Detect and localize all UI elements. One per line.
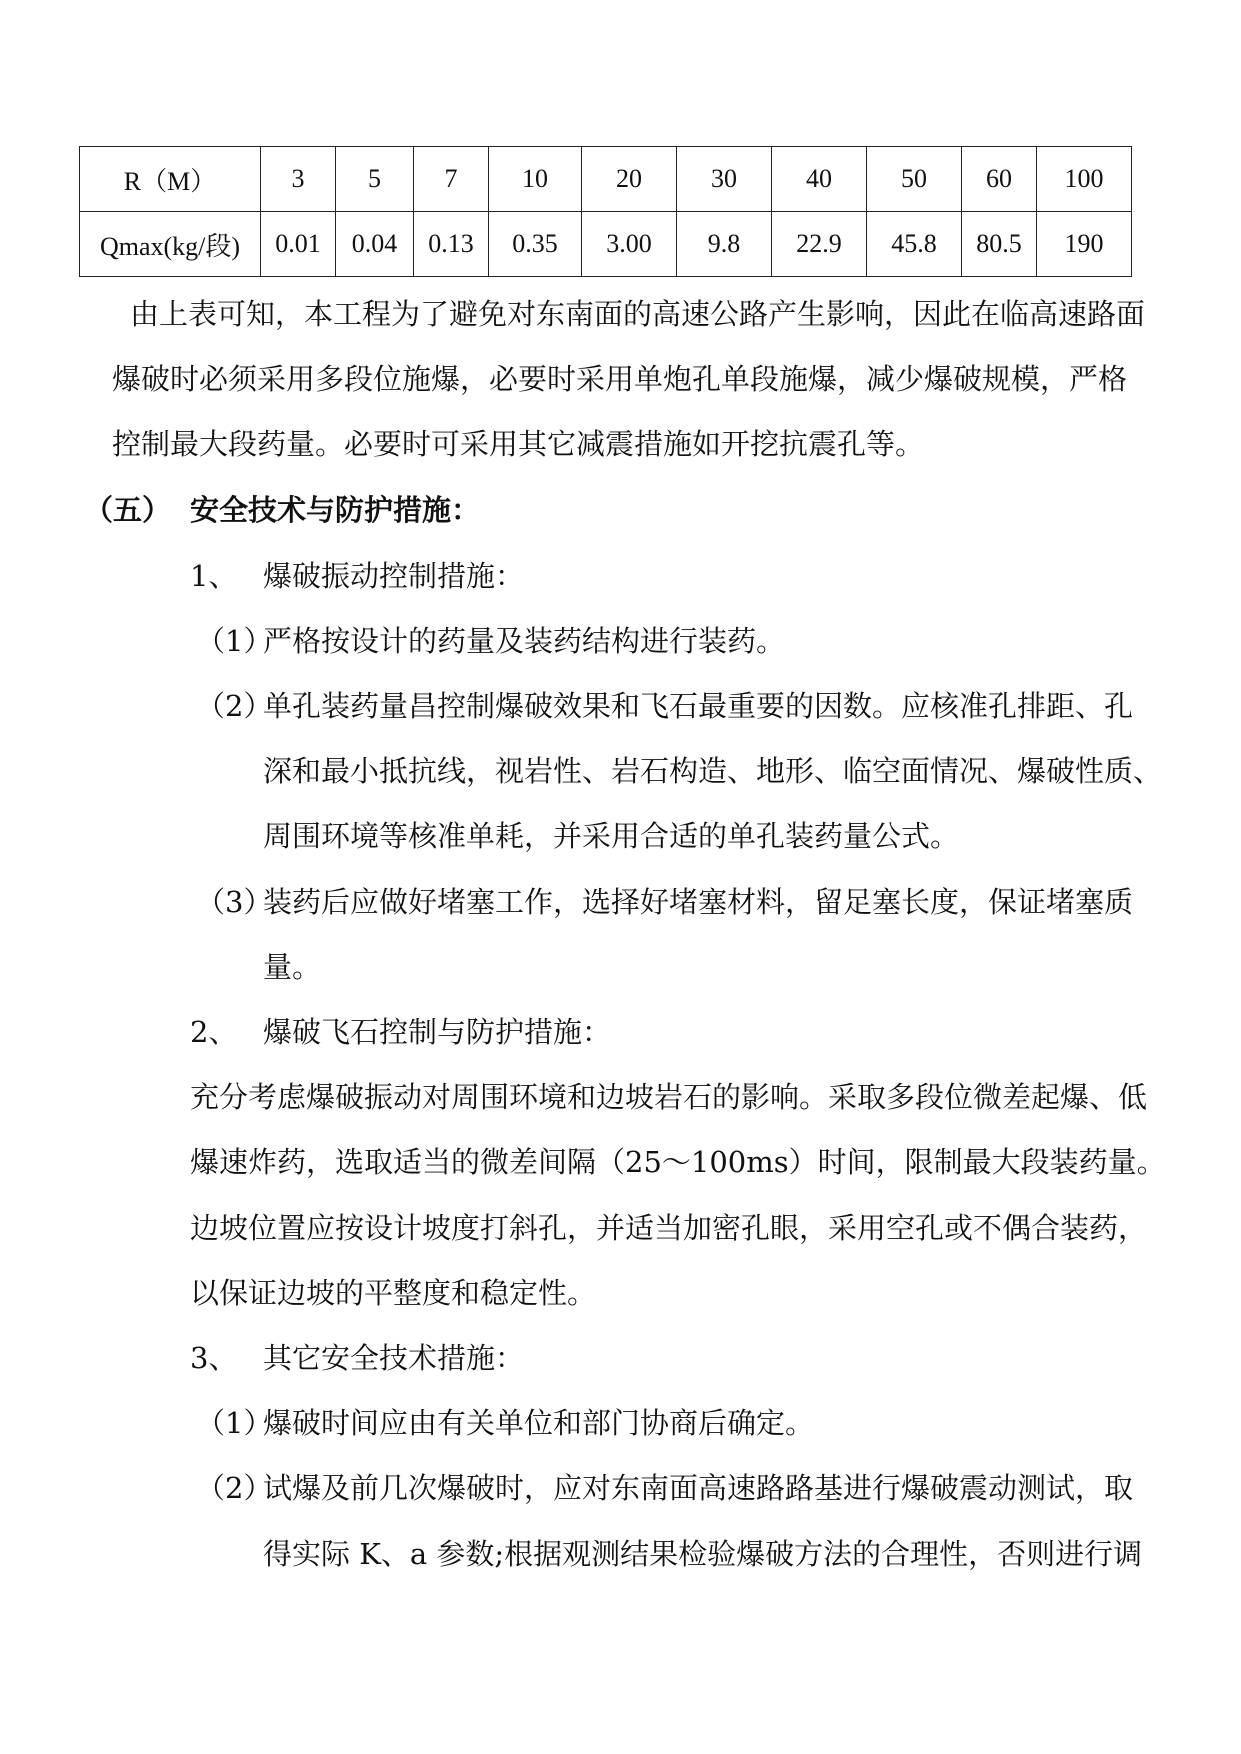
list-item-line: 深和最小抵抗线，视岩性、岩石构造、地形、临空面情况、爆破性质、 <box>263 754 1163 788</box>
table-cell: 30 <box>677 147 772 212</box>
table-cell: 190 <box>1037 212 1132 277</box>
list-item-line: 得实际 K、a 参数;根据观测结果检验爆破方法的合理性，否则进行调 <box>263 1537 1143 1571</box>
list-item-label: （2） <box>196 1471 273 1505</box>
paragraph-line: 爆破时必须采用多段位施爆，必要时采用单炮孔单段施爆，减少爆破规模，严格 <box>112 362 1128 396</box>
list-item-line: 周围环境等核准单耗，并采用合适的单孔装药量公式。 <box>263 819 960 853</box>
list-item-line: 试爆及前几次爆破时，应对东南面高速路路基进行爆破震动测试，取 <box>263 1471 1134 1505</box>
table-cell: 40 <box>772 147 867 212</box>
table-cell: 60 <box>962 147 1037 212</box>
charge-table <box>79 146 1132 277</box>
table-cell: 0.35 <box>489 212 582 277</box>
table-cell: 10 <box>489 147 582 212</box>
paragraph-line: 由上表可知，本工程为了避免对东南面的高速公路产生影响，因此在临高速路面 <box>130 297 1146 331</box>
table-cell: R（M） <box>80 147 261 212</box>
table-cell: 9.8 <box>677 212 772 277</box>
list-item-line: 装药后应做好堵塞工作，选择好堵塞材料，留足塞长度，保证堵塞质 <box>263 885 1134 919</box>
table-cell: 0.04 <box>336 212 414 277</box>
paragraph-line: 边坡位置应按设计坡度打斜孔，并适当加密孔眼，采用空孔或不偶合装药， <box>190 1211 1148 1245</box>
list-item-label: （1） <box>196 1406 273 1440</box>
table-row-distance <box>80 147 1132 212</box>
list-item-line: 单孔装药量昌控制爆破效果和飞石最重要的因数。应核准孔排距、孔 <box>263 689 1134 723</box>
list-item-line: 爆破时间应由有关单位和部门协商后确定。 <box>263 1406 815 1440</box>
paragraph-line: 充分考虑爆破振动对周围环境和边坡岩石的影响。采取多段位微差起爆、低 <box>190 1080 1148 1114</box>
table-cell: 0.01 <box>261 212 336 277</box>
table-cell: 20 <box>582 147 677 212</box>
paragraph-line: 控制最大段药量。必要时可采用其它减震措施如开挖抗震孔等。 <box>112 427 925 461</box>
list-item-label: （2） <box>196 689 273 723</box>
subsection-number: 2、 <box>190 1015 238 1049</box>
table-cell: 100 <box>1037 147 1132 212</box>
table-cell: Qmax(kg/段) <box>80 212 261 277</box>
section-title: 安全技术与防护措施： <box>190 493 481 527</box>
table-cell: 7 <box>414 147 489 212</box>
table-cell: 3 <box>261 147 336 212</box>
subsection-title: 其它安全技术措施： <box>263 1341 525 1375</box>
table-cell: 3.00 <box>582 212 677 277</box>
subsection-title: 爆破飞石控制与防护措施： <box>263 1015 612 1049</box>
table-cell: 5 <box>336 147 414 212</box>
paragraph-line: 以保证边坡的平整度和稳定性。 <box>190 1276 597 1310</box>
list-item-line: 严格按设计的药量及装药结构进行装药。 <box>263 624 786 658</box>
paragraph-line: 爆速炸药，选取适当的微差间隔（25～100ms）时间，限制最大段装药量。 <box>190 1145 1166 1179</box>
list-item-line: 量。 <box>263 950 322 984</box>
subsection-title: 爆破振动控制措施： <box>263 559 525 593</box>
table-row-qmax <box>80 212 1132 277</box>
table-cell: 0.13 <box>414 212 489 277</box>
table-cell: 45.8 <box>867 212 962 277</box>
list-item-label: （1） <box>196 624 273 658</box>
table-cell: 22.9 <box>772 212 867 277</box>
section-number: （五） <box>84 493 172 527</box>
subsection-number: 3、 <box>190 1341 238 1375</box>
table-cell: 50 <box>867 147 962 212</box>
table-cell: 80.5 <box>962 212 1037 277</box>
list-item-label: （3） <box>196 885 273 919</box>
subsection-number: 1、 <box>190 559 238 593</box>
